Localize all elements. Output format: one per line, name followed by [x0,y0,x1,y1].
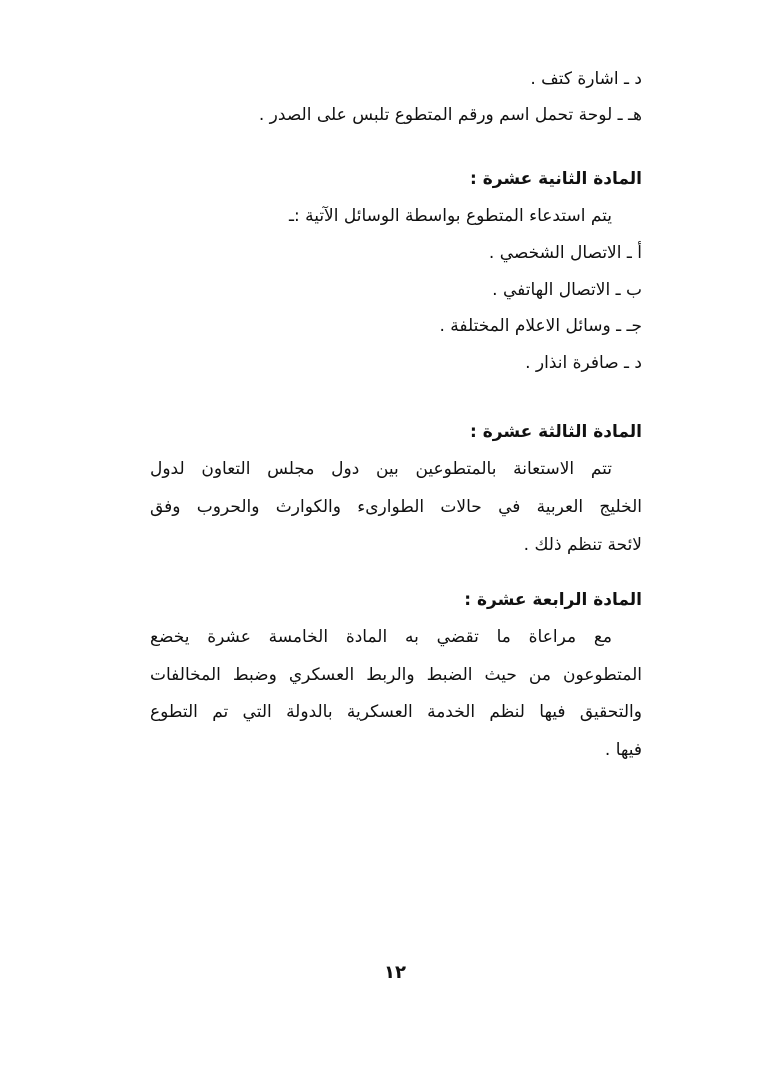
list-item: أ ـ الاتصال الشخصي . [488,243,642,263]
list-item: د ـ صافرة انذار . [525,353,642,373]
list-item: جـ ـ وسائل الاعلام المختلفة . [439,316,642,336]
page-number: ١٢ [384,962,406,983]
article-13-line: الخليج العربية في حالات الطوارىء والكوارث والحروب وفق [150,497,642,517]
article-14-line: والتحقيق فيها لنظم الخدمة العسكرية بالدولة التي تم التطوع [150,702,642,722]
article-14-heading: المادة الرابعة عشرة : [464,590,642,610]
article-14-line: فيها . [604,740,642,760]
article-13-heading: المادة الثالثة عشرة : [470,422,642,442]
article-12-intro: يتم استدعاء المتطوع بواسطة الوسائل الآتية :ـ [288,206,612,226]
list-item: ب ـ الاتصال الهاتفي . [492,280,642,300]
list-item: هـ ـ لوحة تحمل اسم ورقم المتطوع تلبس على الصدر . [258,105,642,125]
article-12-heading: المادة الثانية عشرة : [470,169,642,189]
article-13-line: لائحة تنظم ذلك . [523,535,642,555]
list-item: د ـ اشارة كتف . [530,69,642,89]
article-14-line: المتطوعون من حيث الضبط والربط العسكري وضبط المخالفات [150,665,642,685]
article-13-line: تتم الاستعانة بالمتطوعين بين دول مجلس التعاون لدول [150,459,612,479]
article-14-line: مع مراعاة ما تقضي به المادة الخامسة عشرة يخضع [150,627,612,647]
